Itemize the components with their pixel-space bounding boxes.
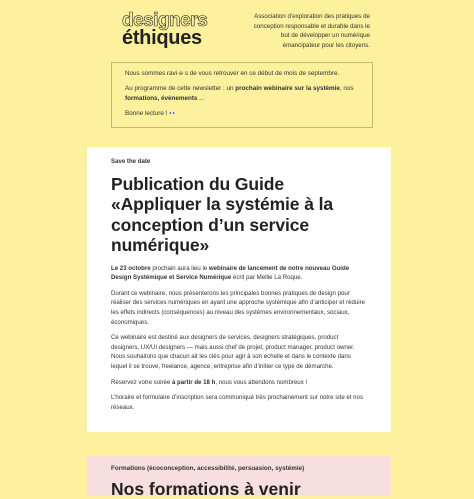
article-paragraph-registration: L’horaire et formulaire d’inscription sera communiqué très prochainement sur notre site et nos réseaux. xyxy=(111,394,363,411)
save-the-date-label: Save the date xyxy=(111,158,151,165)
article-paragraph-time xyxy=(111,378,368,388)
association-tagline: Association d’exploration des pratiques de conception responsable et durable dans le but de développer un numérique émancipateur pour les citoyens. xyxy=(253,13,370,50)
intro-formations-highlight: formations, évènements xyxy=(125,94,198,102)
formations-label: Formations (écoconception, accessibilité, persuasion, systémie) xyxy=(111,465,305,472)
time-highlight: à partir de 18 h xyxy=(171,378,216,386)
author-text: écrit par Mellie La Roque. xyxy=(231,274,303,282)
article-paragraph-audience: Ce webinaire est destiné aux designers de services, designers stratégiques, product designers, UX/UI designers — mais aussi chef de projet, product manager, product owner. Nous souhaitons que chacun ait les clés pour agir à son échelle et dans le contexte dans lequel il se trouve, freelance, agence, entreprise afin d’initier ce type de démarche. xyxy=(111,334,355,370)
intro-signoff: Bonne lecture ! 👀 xyxy=(125,109,177,117)
article-paragraph-description: Durant ce webinaire, nous présenterons les principales bonnes pratiques de design pour réaliser des services numériques en ayant une approche systémique afin d’anticiper et réduire les effets indirects (conséquences) au niveau des systèmes environnementaux, sociaux, économiques. xyxy=(111,289,366,326)
intro-webinar-highlight: prochain webinaire sur la systémie xyxy=(235,85,340,92)
intro-box xyxy=(111,62,373,128)
formations-card xyxy=(87,456,391,499)
article-title: Publication du Guide «Appliquer la systémie à la conception d’un service numérique» xyxy=(111,173,333,256)
intro-program-text-1: Au programme de cette newsletter : un xyxy=(125,85,236,92)
logo-line-2: éthiques xyxy=(122,27,202,49)
intro-program-text-3: ... xyxy=(197,94,205,102)
date-text: prochain aura lieu le xyxy=(150,264,209,272)
time-text-2: , nous vous attendons nombreux ! xyxy=(215,378,308,386)
time-text-1: Réservez votre soirée xyxy=(111,378,172,386)
webinar-highlight: webinaire de lancement de notre nouveau Guide Design Systémique et Service Numérique xyxy=(111,264,350,282)
formations-title: Nos formations à venir xyxy=(111,479,301,499)
date-highlight: Le 23 octobre xyxy=(111,264,151,272)
save-the-date-card xyxy=(87,147,391,432)
intro-program-text-2: , nos xyxy=(339,85,354,92)
logo-line-1: designers xyxy=(122,10,208,31)
designers-ethiques-logo[interactable] xyxy=(122,12,207,47)
intro-program xyxy=(125,84,359,103)
intro-greeting: Nous sommes ravi·e·s de vous retrouver en ce début de mois de septembre. xyxy=(125,70,340,77)
article-paragraph-date xyxy=(111,264,368,283)
